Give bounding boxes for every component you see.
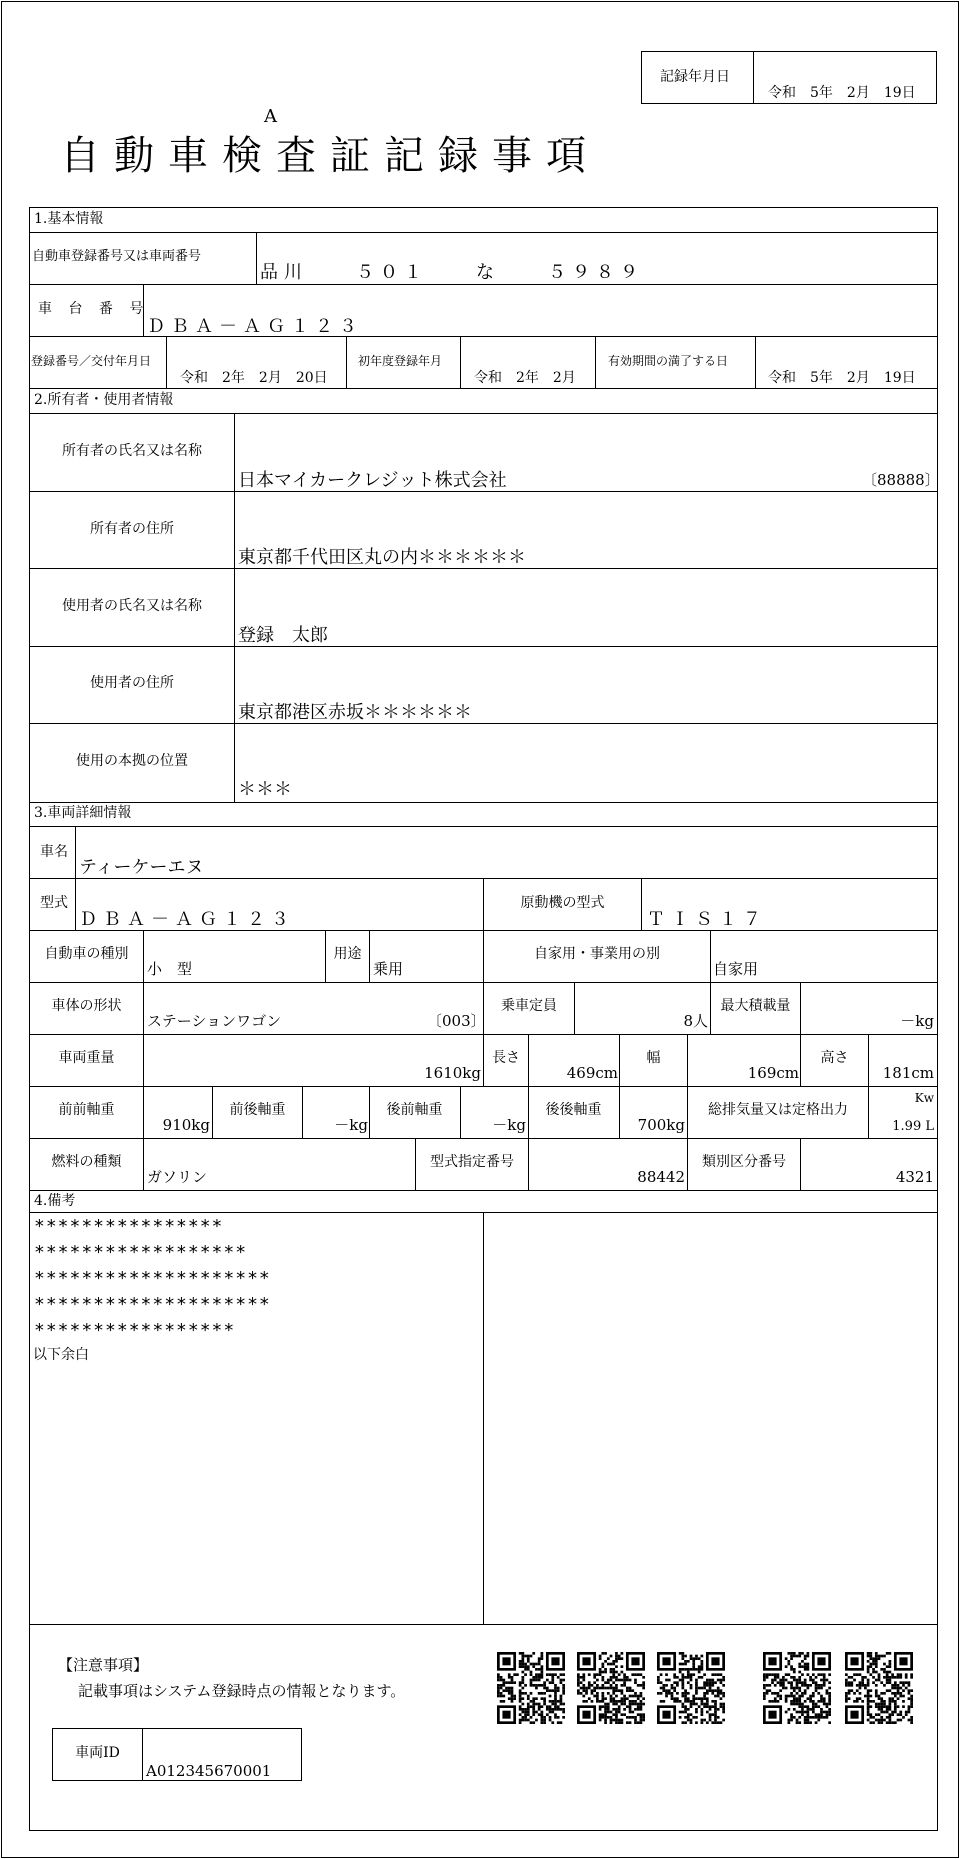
fuel-label: 燃料の種類: [51, 1154, 122, 1170]
length-label: 長さ: [492, 1050, 520, 1066]
owner-addr-label: 所有者の住所: [90, 521, 174, 537]
reg-no-value: 品川 ５０１ な ５９８９: [260, 262, 644, 283]
rr-axle-value: 700kg: [637, 1116, 685, 1134]
qr-code-icon: [577, 1652, 645, 1724]
expiry-label: 有効期間の満了する日: [608, 354, 729, 368]
notice-text: 記載事項はシステム登録時点の情報となります。: [78, 1682, 406, 1700]
qr-code-icon: [497, 1652, 565, 1724]
model-label: 型式: [40, 895, 68, 911]
max-load-label: 最大積載量: [720, 998, 791, 1014]
record-date-label: 記録年月日: [660, 69, 730, 85]
kind-label: 自動車の種別: [44, 946, 129, 962]
rf-axle-label: 後前軸重: [386, 1102, 443, 1118]
use-label: 用途: [333, 946, 362, 962]
fuel-value: ガソリン: [147, 1168, 208, 1186]
notice-title: 【注意事項】: [58, 1656, 149, 1674]
rr-axle-label: 後後軸重: [545, 1102, 602, 1118]
car-name-value: ティーケーエヌ: [79, 857, 204, 878]
car-name-label: 車名: [40, 844, 68, 860]
remarks-line: ******************: [34, 1242, 248, 1263]
first-reg-label: 初年度登録年月: [358, 354, 443, 368]
kind-value: 小 型: [147, 960, 193, 978]
length-value: 469cm: [566, 1064, 618, 1082]
qr-code-icon: [763, 1652, 831, 1724]
user-name-label: 使用者の氏名又は名称: [62, 598, 202, 614]
ff-axle-value: 910kg: [162, 1116, 210, 1134]
max-load-value: －kg: [900, 1012, 934, 1030]
remarks-line: ****************: [34, 1216, 224, 1237]
qr-code-icon: [657, 1652, 725, 1724]
width-value: 169cm: [747, 1064, 799, 1082]
weight-value: 1610kg: [424, 1064, 481, 1082]
section3-title: 3.車両詳細情報: [34, 805, 132, 821]
private-value: 自家用: [713, 960, 759, 978]
height-label: 高さ: [820, 1050, 849, 1066]
displacement-value: 1.99 L: [892, 1119, 934, 1134]
body-code: 〔003〕: [427, 1012, 486, 1030]
vehicle-id-value: A012345670001: [146, 1762, 272, 1780]
ff-axle-label: 前前軸重: [58, 1102, 115, 1118]
first-reg-value: 令和 2年 2月: [474, 370, 576, 386]
type-no-value: 88442: [637, 1168, 685, 1186]
remarks-line: ********************: [34, 1294, 271, 1315]
engine-model-label: 原動機の型式: [520, 895, 605, 911]
remarks-line: ********************: [34, 1268, 271, 1289]
owner-name-label: 所有者の氏名又は名称: [62, 443, 202, 459]
chassis-value: ＤＢＡ－ＡＧ１２３: [147, 316, 363, 337]
body-label: 車体の形状: [51, 998, 122, 1014]
user-name-value: 登録 太郎: [238, 625, 328, 646]
expiry-value: 令和 5年 2月 19日: [768, 370, 916, 386]
owner-addr-value: 東京都千代田区丸の内＊＊＊＊＊＊: [238, 547, 526, 568]
private-label: 自家用・事業用の別: [534, 946, 660, 962]
capacity-label: 乗車定員: [501, 998, 557, 1014]
title-mark: A: [264, 106, 277, 127]
qr-code-icon: [845, 1652, 913, 1724]
section2-title: 2.所有者・使用者情報: [34, 392, 174, 408]
user-addr-value: 東京都港区赤坂＊＊＊＊＊＊: [238, 702, 472, 723]
section4-title: 4.備考: [34, 1193, 76, 1209]
width-label: 幅: [646, 1050, 661, 1066]
type-no-label: 型式指定番号: [430, 1154, 514, 1170]
reg-no-label: 自動車登録番号又は車両番号: [32, 249, 202, 264]
height-value: 181cm: [882, 1064, 934, 1082]
fr-axle-value: －kg: [334, 1116, 368, 1134]
page-title: 自動車検査証記録事項: [60, 133, 600, 179]
model-value: ＤＢＡ－ＡＧ１２３: [79, 909, 295, 930]
fr-axle-label: 前後軸重: [229, 1102, 286, 1118]
vehicle-id-label: 車両ID: [75, 1745, 120, 1761]
base-label: 使用の本拠の位置: [76, 753, 188, 769]
chassis-label: 車 台 番 号: [38, 301, 150, 317]
record-date-value: 令和 5年 2月 19日: [768, 85, 916, 101]
remarks-end-note: 以下余白: [33, 1347, 89, 1363]
use-value: 乗用: [373, 960, 404, 978]
class-no-label: 類別区分番号: [702, 1154, 786, 1170]
engine-model-value: ＴＩＳ１７: [647, 909, 767, 930]
capacity-value: 8人: [683, 1012, 708, 1030]
owner-name-value: 日本マイカークレジット株式会社: [238, 470, 507, 491]
issue-date-value: 令和 2年 2月 20日: [180, 370, 328, 386]
body-value: ステーションワゴン: [147, 1012, 282, 1030]
user-addr-label: 使用者の住所: [90, 675, 174, 691]
class-no-value: 4321: [895, 1168, 934, 1186]
weight-label: 車両重量: [58, 1050, 115, 1066]
owner-code: 〔88888〕: [862, 471, 940, 489]
issue-date-label: 登録番号／交付年月日: [31, 354, 152, 368]
displacement-unit: Kw: [914, 1091, 934, 1105]
section1-title: 1.基本情報: [34, 211, 104, 227]
displacement-label: 総排気量又は定格出力: [708, 1102, 848, 1118]
remarks-line: *****************: [34, 1320, 236, 1341]
base-value: ＊＊＊: [238, 779, 292, 800]
rf-axle-value: －kg: [492, 1116, 526, 1134]
